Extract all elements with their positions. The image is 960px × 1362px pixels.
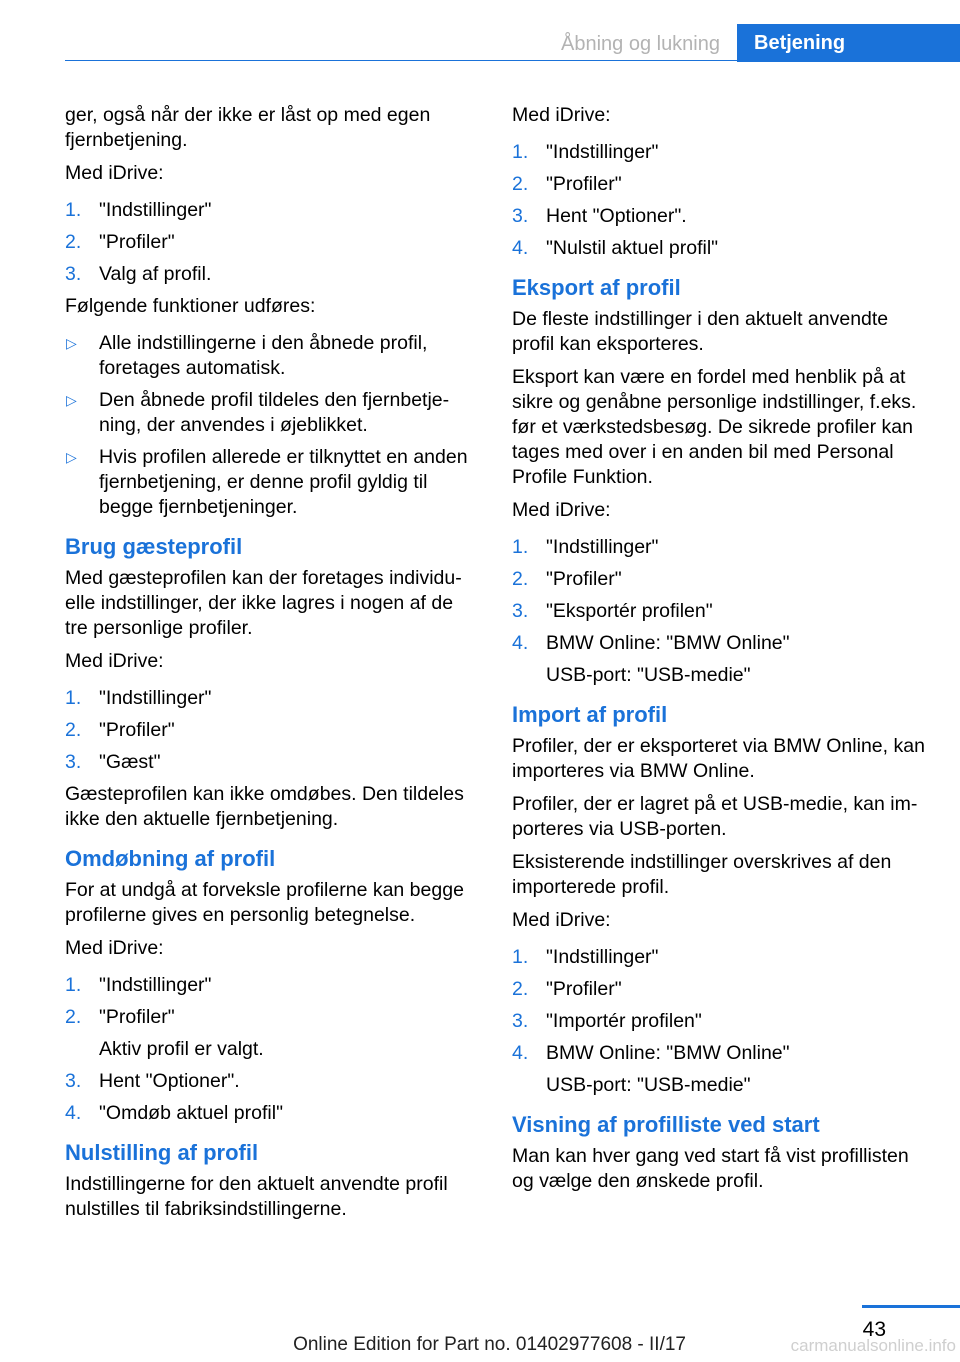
list-number: 3. xyxy=(65,263,82,285)
paragraph: Profiler, der er eksporteret via BMW Online, kan importeres via BMW Online. xyxy=(512,735,925,782)
triangle-bullet-icon: ▷ xyxy=(66,392,77,408)
list-number: 2. xyxy=(65,719,82,741)
list-item-note: USB-port: "USB-medie" xyxy=(546,1074,751,1096)
list-item: 2. "Profiler" xyxy=(512,568,622,590)
list-item: 1. "Indstillinger" xyxy=(512,946,659,968)
numbered-list-reset xyxy=(512,140,927,261)
list-number: 3. xyxy=(512,205,529,227)
list-item: 3. "Gæst" xyxy=(65,751,161,773)
list-number: 3. xyxy=(512,1010,529,1032)
list-item-note: Aktiv profil er valgt. xyxy=(99,1038,264,1060)
section-heading-rename-profile: Omdøbning af profil xyxy=(65,846,276,871)
numbered-list-select-profile xyxy=(65,198,480,287)
paragraph: Følgende funktioner udføres: xyxy=(65,295,316,317)
paragraph: Gæsteprofilen kan ikke omdøbes. Den tildeles ikke den aktuelle fjernbetjening. xyxy=(65,783,464,830)
paragraph: Med iDrive: xyxy=(65,937,164,959)
paragraph: Eksisterende indstillinger overskrives af den importerede profil. xyxy=(512,851,892,898)
header-section-title: Åbning og lukning xyxy=(560,33,720,55)
paragraph: Eksport kan være en fordel med henblik på at sikre og genåbne personlige indstillinger, f.eks. før et værkstedsbesøg. De sikrede profiler kan tages med over i en anden bil med Personal Profile Funktion. xyxy=(512,366,917,488)
list-item: 2. "Profiler" xyxy=(512,978,622,1000)
list-item: 4. "Omdøb aktuel profil" xyxy=(65,1102,283,1124)
paragraph: Profiler, der er lagret på et USB-medie, kan im‐porteres via USB-porten. xyxy=(512,793,918,840)
list-item: 3. "Eksportér profilen" xyxy=(512,600,713,622)
list-number: 1. xyxy=(512,536,529,558)
list-item: 4. "Nulstil aktuel profil" xyxy=(512,237,719,259)
numbered-list-import xyxy=(512,945,927,1098)
paragraph: Med iDrive: xyxy=(65,162,164,184)
paragraph: De fleste indstillinger i den aktuelt anvendte profil kan eksporteres. xyxy=(512,308,889,355)
list-item: 1. "Indstillinger" xyxy=(65,974,212,996)
list-number: 3. xyxy=(65,1070,82,1092)
list-number: 2. xyxy=(512,568,529,590)
list-item: 4. BMW Online: "BMW Online" USB-port: "USB-medie" xyxy=(512,1041,927,1098)
list-number: 4. xyxy=(512,632,529,654)
section-heading-profile-list: Visning af profilliste ved start xyxy=(512,1112,820,1137)
list-item: ▷ Den åbnede profil tildeles den fjernbetje‐ning, der anvendes i øjeblikket. xyxy=(66,389,450,436)
list-number: 1. xyxy=(65,687,82,709)
list-item: 3. Valg af profil. xyxy=(65,263,212,285)
paragraph: Indstillingerne for den aktuelt anvendte profil nulstilles til fabriksindstillingerne. xyxy=(65,1173,448,1220)
numbered-list-export xyxy=(512,535,927,688)
list-item: 1. "Indstillinger" xyxy=(65,199,212,221)
list-number: 1. xyxy=(512,946,529,968)
list-item: 1. "Indstillinger" xyxy=(512,536,659,558)
list-item: 3. "Importér profilen" xyxy=(512,1010,702,1032)
list-number: 2. xyxy=(512,173,529,195)
section-heading-import-profile: Import af profil xyxy=(512,702,668,727)
list-number: 3. xyxy=(65,751,82,773)
watermark: carmanualsonline.info xyxy=(790,1336,956,1355)
paragraph: Med iDrive: xyxy=(512,499,611,521)
header-rule xyxy=(65,60,737,61)
list-number: 2. xyxy=(65,1006,82,1028)
list-item: ▷ Hvis profilen allerede er tilknyttet en anden fjernbetjening, er denne profil gyldig til begge fjernbetjeninger. xyxy=(66,446,468,518)
list-number: 1. xyxy=(65,199,82,221)
paragraph: Med iDrive: xyxy=(512,909,611,931)
list-number: 4. xyxy=(65,1102,82,1124)
list-item: ▷ Alle indstillingerne i den åbnede profil, foretages automatisk. xyxy=(66,332,428,379)
list-item: 1. "Indstillinger" xyxy=(512,141,659,163)
list-item: 2. "Profiler" Aktiv profil er valgt. xyxy=(65,1005,480,1062)
paragraph: ger, også når der ikke er låst op med egen fjernbetjening. xyxy=(65,104,431,151)
list-item-note: USB-port: "USB-medie" xyxy=(546,664,751,686)
list-item: 2. "Profiler" xyxy=(512,173,622,195)
triangle-bullet-icon: ▷ xyxy=(66,335,77,351)
paragraph: Med gæsteprofilen kan der foretages individu‐elle indstillinger, der ikke lagres i nogen af de tre personlige profiler. xyxy=(65,567,462,639)
list-item: 1. "Indstillinger" xyxy=(65,687,212,709)
list-number: 2. xyxy=(65,231,82,253)
left-column xyxy=(65,103,480,1230)
right-column xyxy=(512,103,927,1202)
list-item: 2. "Profiler" xyxy=(65,719,175,741)
section-heading-export-profile: Eksport af profil xyxy=(512,275,681,300)
paragraph: Man kan hver gang ved start få vist profillisten og vælge den ønskede profil. xyxy=(512,1145,909,1192)
list-number: 1. xyxy=(65,974,82,996)
paragraph: Med iDrive: xyxy=(65,650,164,672)
list-item: 3. Hent "Optioner". xyxy=(65,1070,240,1092)
list-number: 4. xyxy=(512,237,529,259)
numbered-list-rename xyxy=(65,973,480,1126)
footer-rule xyxy=(862,1305,960,1308)
list-item: 2. "Profiler" xyxy=(65,231,175,253)
section-heading-reset-profile: Nulstilling af profil xyxy=(65,1140,259,1165)
numbered-list-guest xyxy=(65,686,480,775)
list-number: 2. xyxy=(512,978,529,1000)
page-header xyxy=(0,0,960,64)
section-heading-guest-profile: Brug gæsteprofil xyxy=(65,534,243,559)
triangle-bullet-icon: ▷ xyxy=(66,449,77,465)
footer-edition: Online Edition for Part no. 01402977608 - II/17 xyxy=(293,1334,686,1355)
list-number: 3. xyxy=(512,600,529,622)
paragraph: For at undgå at forveksle profilerne kan begge profilerne gives en personlig betegnelse. xyxy=(65,879,464,926)
list-number: 4. xyxy=(512,1042,529,1064)
page-number: 43 xyxy=(862,1318,886,1341)
paragraph: Med iDrive: xyxy=(512,104,611,126)
header-chapter-tab: Betjening xyxy=(737,24,960,62)
bullet-list xyxy=(65,331,480,520)
list-item: 3. Hent "Optioner". xyxy=(512,205,687,227)
list-number: 1. xyxy=(512,141,529,163)
list-item: 4. BMW Online: "BMW Online" USB-port: "USB-medie" xyxy=(512,631,927,688)
